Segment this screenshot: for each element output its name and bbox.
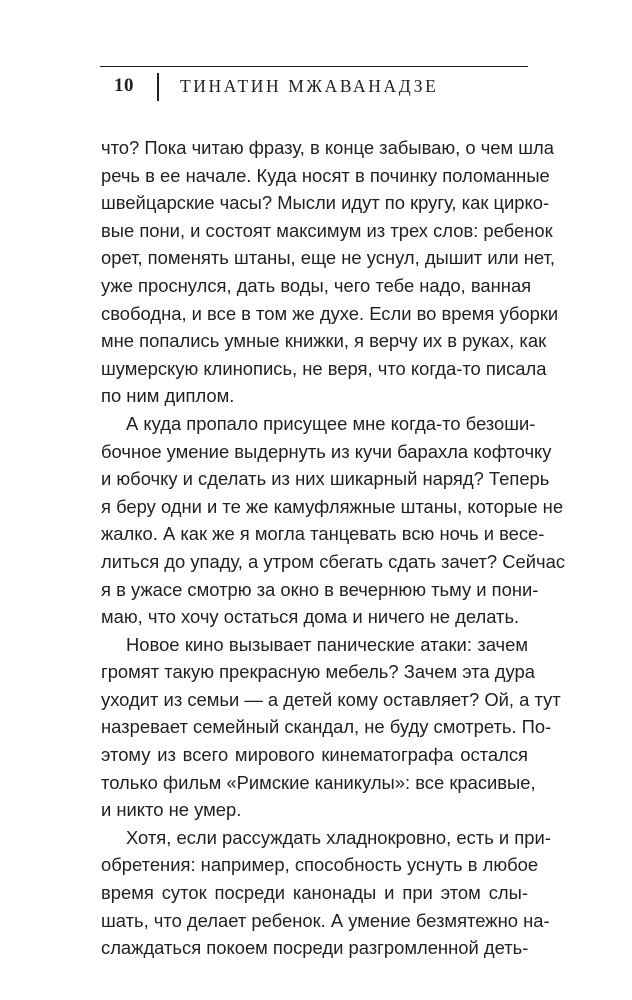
text-line: орет, поменять штаны, еще не уснул, дышит или нет,	[101, 247, 555, 269]
text-line: свободна, и все в том же духе. Если во время уборки	[101, 302, 559, 324]
text-line: время суток посреди канонады и при этом слы-	[101, 882, 528, 904]
text-line: слаждаться покоем посреди разгромленной деть-	[101, 937, 529, 959]
text-line: только фильм «Римские каникулы»: все красивые,	[101, 771, 536, 793]
text-line: шать, что делает ребенок. А умение безмятежно на-	[101, 909, 550, 931]
text-line: я в ужасе смотрю за окно в вечернюю тьму и пони-	[101, 578, 539, 600]
author-name: ТИНАТИН МЖАВАНАДЗЕ	[180, 76, 439, 96]
text-line: Новое кино вызывает панические атаки: зачем	[126, 633, 528, 655]
text-line: маю, что хочу остаться дома и ничего не делать.	[101, 606, 520, 628]
text-line: уже проснулся, дать воды, чего тебе надо, ванная	[101, 274, 532, 296]
text-line: речь в ее начале. Куда носят в починку поломанные	[101, 164, 550, 186]
text-line: шумерскую клинопись, не веря, что когда-то писала	[101, 357, 547, 379]
header-divider	[157, 73, 159, 101]
text-line: жалко. А как же я могла танцевать всю ночь и весе-	[101, 523, 545, 545]
text-line: громят такую прекрасную мебель? Зачем эта дура	[101, 661, 535, 683]
text-line: этому из всего мирового кинематографа остался	[101, 744, 528, 766]
text-line: бочное умение выдернуть из кучи барахла кофточку	[101, 440, 552, 462]
text-line: литься до упаду, а утром сбегать сдать зачет? Сейчас	[101, 550, 566, 572]
text-line: вые пони, и состоят максимум из трех слов: ребенок	[101, 219, 553, 241]
text-line: обретения: например, способность уснуть в любое	[101, 854, 539, 876]
text-line: я беру одни и те же камуфляжные штаны, которые не	[101, 495, 564, 517]
page-number: 10	[114, 75, 134, 96]
text-line: назревает семейный скандал, не буду смотреть. По-	[101, 716, 552, 738]
text-line: А куда пропало присущее мне когда-то безоши-	[126, 412, 536, 434]
text-line: уходит из семьи — а детей кому оставляет? Ой, а тут	[101, 688, 561, 710]
text-line: и юбочку и сделать из них шикарный наряд? Теперь	[101, 468, 550, 490]
text-line: что? Пока читаю фразу, в конце забываю, о чем шла	[101, 137, 554, 158]
running-head	[100, 66, 528, 101]
body-text	[101, 134, 566, 962]
text-line: и никто не умер.	[101, 799, 242, 821]
text-line: Хотя, если рассуждать хладнокровно, есть и при-	[126, 826, 551, 848]
text-line: мне попались умные книжки, я верчу их в руках, как	[101, 330, 547, 352]
text-line: швейцарские часы? Мысли идут по кругу, как цирко-	[101, 192, 550, 214]
text-line: по ним диплом.	[101, 385, 235, 407]
